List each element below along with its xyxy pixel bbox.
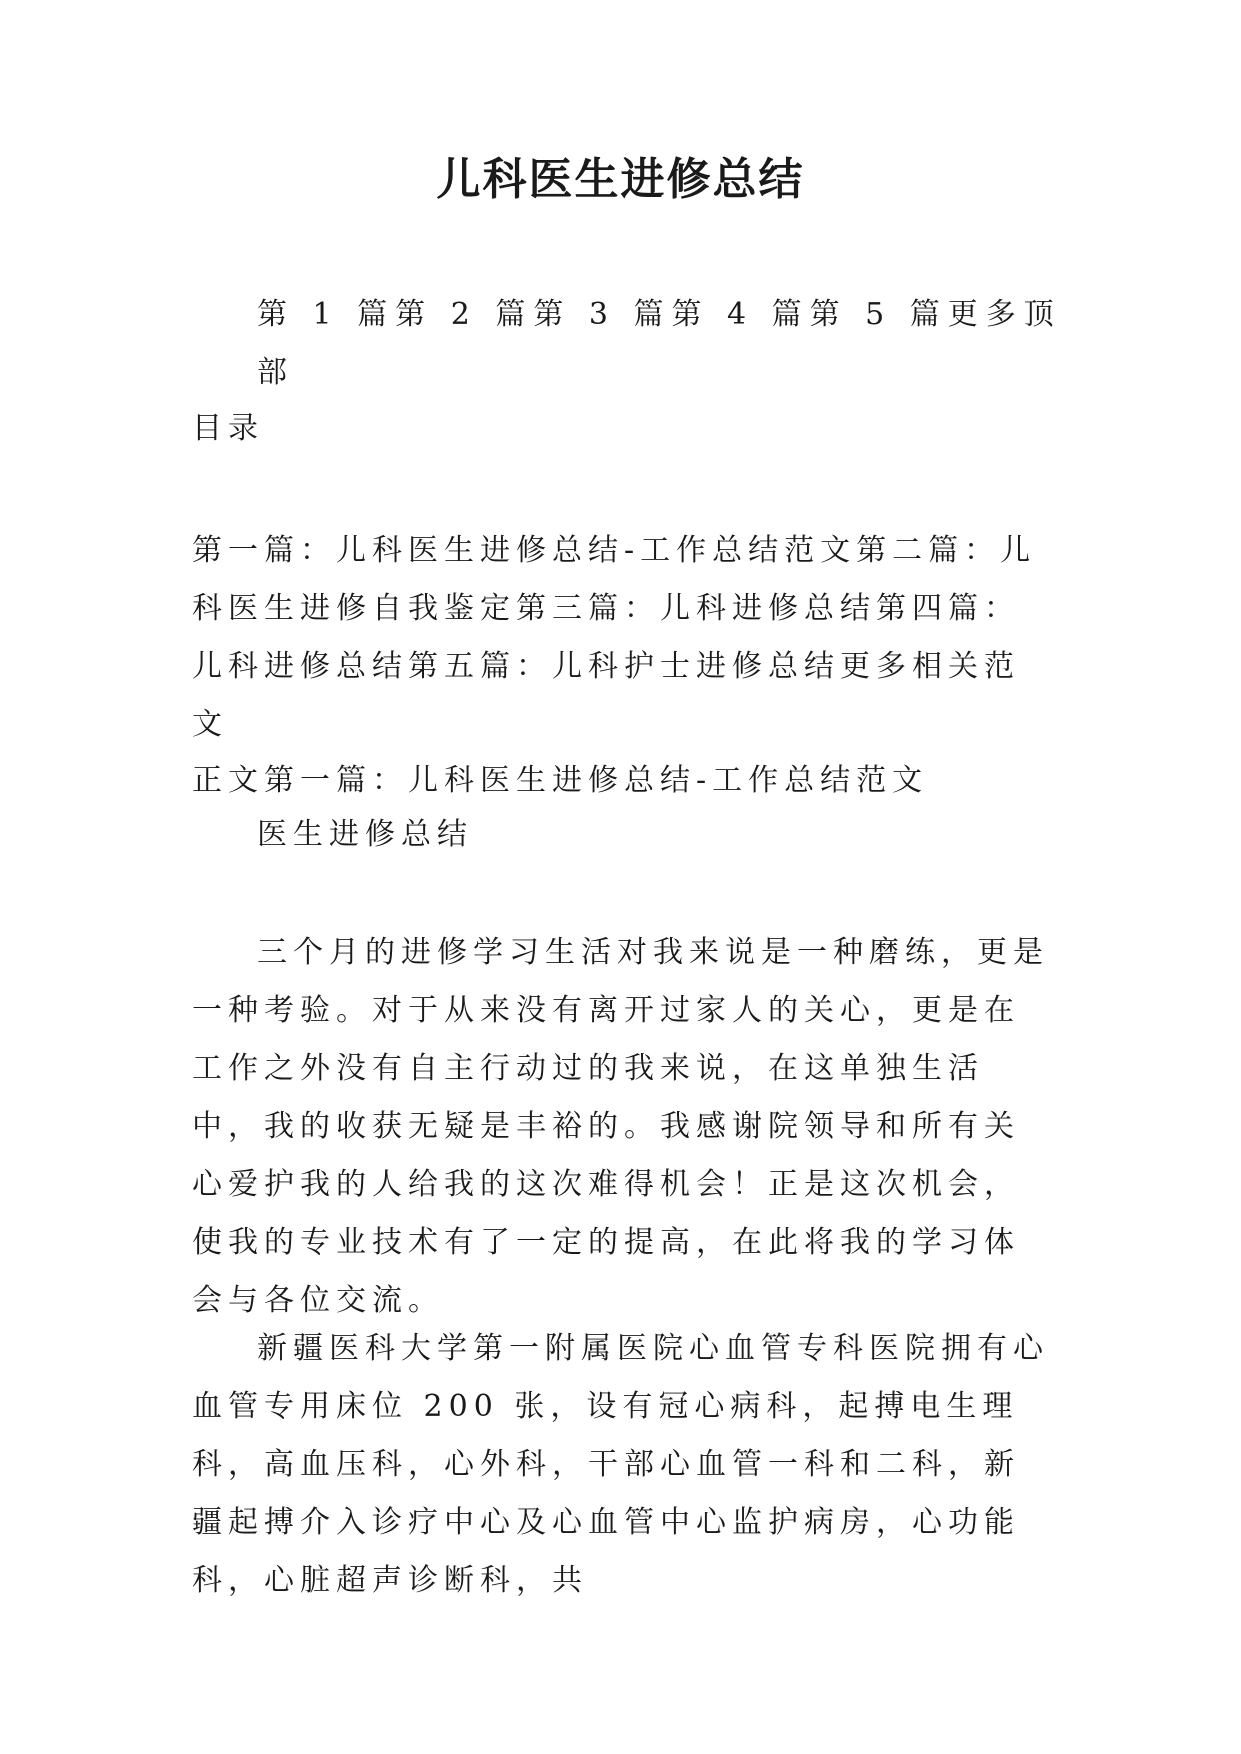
section-subtitle: 医生进修总结 [257, 817, 473, 852]
body-paragraph: 三个月的进修学习生活对我来说是一种磨练，更是一种考验。对于从来没有离开过家人的关心，更是在工作之外没有自主行动过的我来说，在这单独生活中，我的收获无疑是丰裕的。我感谢院领导和所有关心爱护我的人给我的这次难得机会！正是这次机会，使我的专业技术有了一定的提高，在此将我的学习体会与各位交流。 [192, 935, 1049, 1318]
article-navigation: 第 1 篇第 2 篇第 3 篇第 4 篇第 5 篇更多顶部 [257, 297, 1062, 390]
body-paragraph: 新疆医科大学第一附属医院心血管专科医院拥有心血管专用床位 200 张，设有冠心病科，起搏电生理科，高血压科，心外科，干部心血管一科和二科，新疆起搏介入诊疗中心及心血管中心监护病房，心功能科，心脏超声诊断科，共 [192, 1331, 1049, 1598]
body-section-heading: 正文第一篇：儿科医生进修总结-工作总结范文 [192, 763, 929, 798]
document-title: 儿科医生进修总结 [436, 154, 805, 205]
table-of-contents-list: 第一篇：儿科医生进修总结-工作总结范文第二篇：儿科医生进修自我鉴定第三篇：儿科进修总结第四篇：儿科进修总结第五篇：儿科护士进修总结更多相关范文 [192, 533, 1037, 742]
table-of-contents-heading: 目录 [192, 411, 264, 446]
